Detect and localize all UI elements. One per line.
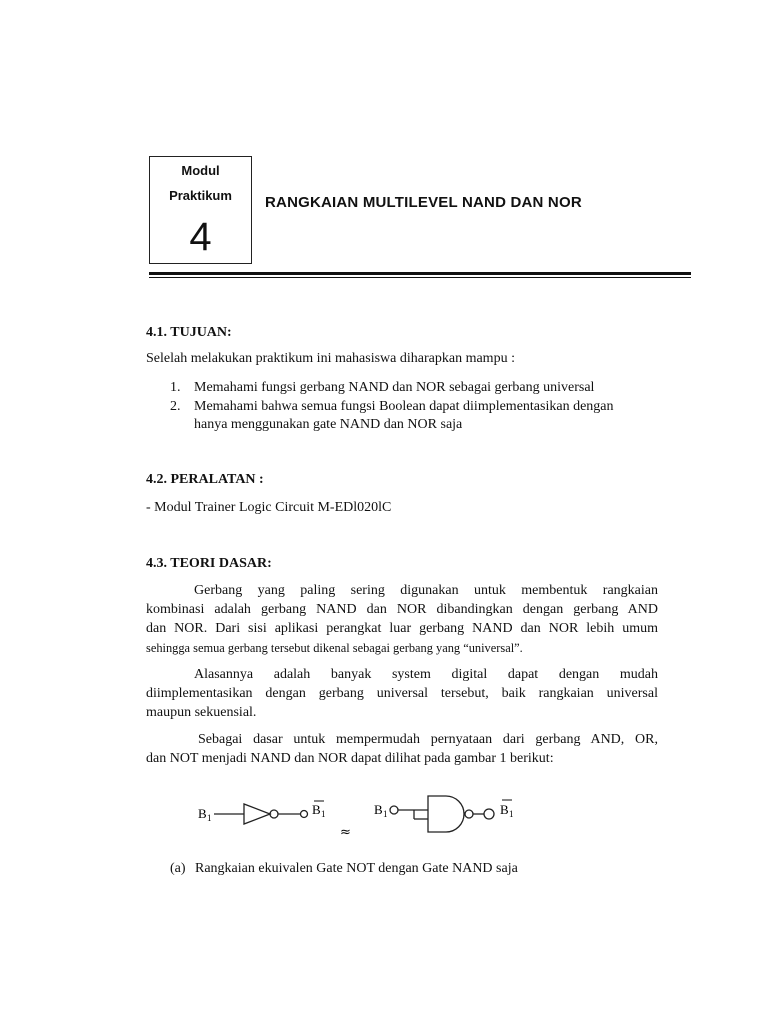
paragraph-line: Sebagai dasar untuk mempermudah pernyataan dari gerbang AND, OR, <box>198 732 658 747</box>
list-item-text: Memahami bahwa semua fungsi Boolean dapat diimplementasikan dengan <box>194 399 614 414</box>
not-input-label: B <box>198 806 207 821</box>
module-label: Modul <box>181 163 220 178</box>
paragraph-line: maupun sekuensial. <box>146 705 257 720</box>
paragraph-line: Alasannya adalah banyak system digital dapat dengan mudah <box>194 667 658 682</box>
not-output-subscript: 1 <box>321 809 326 819</box>
nand-input-subscript: 1 <box>383 809 388 819</box>
equivalence-symbol: ≈ <box>340 825 351 840</box>
praktikum-label: Praktikum <box>169 188 232 203</box>
paragraph-line: Gerbang yang paling sering digunakan untuk membentuk rangkaian <box>194 583 658 598</box>
paragraph-line: diimplementasikan dengan gerbang universal tersebut, baik rangkaian universal <box>146 686 658 701</box>
module-number: 4 <box>189 215 212 259</box>
list-item-text: Memahami fungsi gerbang NAND dan NOR sebagai gerbang universal <box>194 380 595 395</box>
chapter-title: RANGKAIAN MULTILEVEL NAND DAN NOR <box>265 194 582 211</box>
nand-input-label: B <box>374 802 383 817</box>
paragraph-line: dan NOR. Dari sisi aplikasi perangkat luar gerbang NAND dan NOR lebih umum <box>146 621 658 636</box>
nand-output-terminal <box>484 809 494 819</box>
section-heading-teori-dasar: 4.3. TEORI DASAR: <box>146 556 272 571</box>
list-item-number: 1. <box>170 380 181 395</box>
tujuan-intro: Selelah melakukan praktikum ini mahasiswa diharapkan mampu : <box>146 351 515 366</box>
caption-text: Rangkaian ekuivalen Gate NOT dengan Gate NAND saja <box>195 861 518 876</box>
header-rule-thick <box>149 272 691 275</box>
module-box <box>149 156 252 264</box>
paragraph-line: sehingga semua gerbang tersebut dikenal sebagai gerbang yang “universal”. <box>146 641 523 655</box>
nand-gate-body <box>428 796 464 832</box>
list-item-text: hanya menggunakan gate NAND dan NOR saja <box>194 417 463 432</box>
section-heading-peralatan: 4.2. PERALATAN : <box>146 472 264 487</box>
header-rule-thin <box>149 277 691 278</box>
nand-input-terminal <box>390 806 398 814</box>
nand-gate-bubble <box>465 810 473 818</box>
caption-label: (a) <box>170 861 186 876</box>
nand-output-subscript: 1 <box>509 809 514 819</box>
not-gate-triangle <box>244 804 270 824</box>
paragraph-line: kombinasi adalah gerbang NAND dan NOR dibandingkan dengan gerbang AND <box>146 602 658 617</box>
section-heading-tujuan: 4.1. TUJUAN: <box>146 325 232 340</box>
not-nand-equivalence-figure <box>192 786 552 844</box>
not-input-subscript: 1 <box>207 813 212 823</box>
nand-output-label: B <box>500 802 509 817</box>
peralatan-item: - Modul Trainer Logic Circuit M-EDl020lC <box>146 500 392 515</box>
paragraph-line: dan NOT menjadi NAND dan NOR dapat dilihat pada gambar 1 berikut: <box>146 751 554 766</box>
list-item-number: 2. <box>170 399 181 414</box>
not-output-terminal <box>301 811 308 818</box>
not-output-label: B <box>312 802 321 817</box>
